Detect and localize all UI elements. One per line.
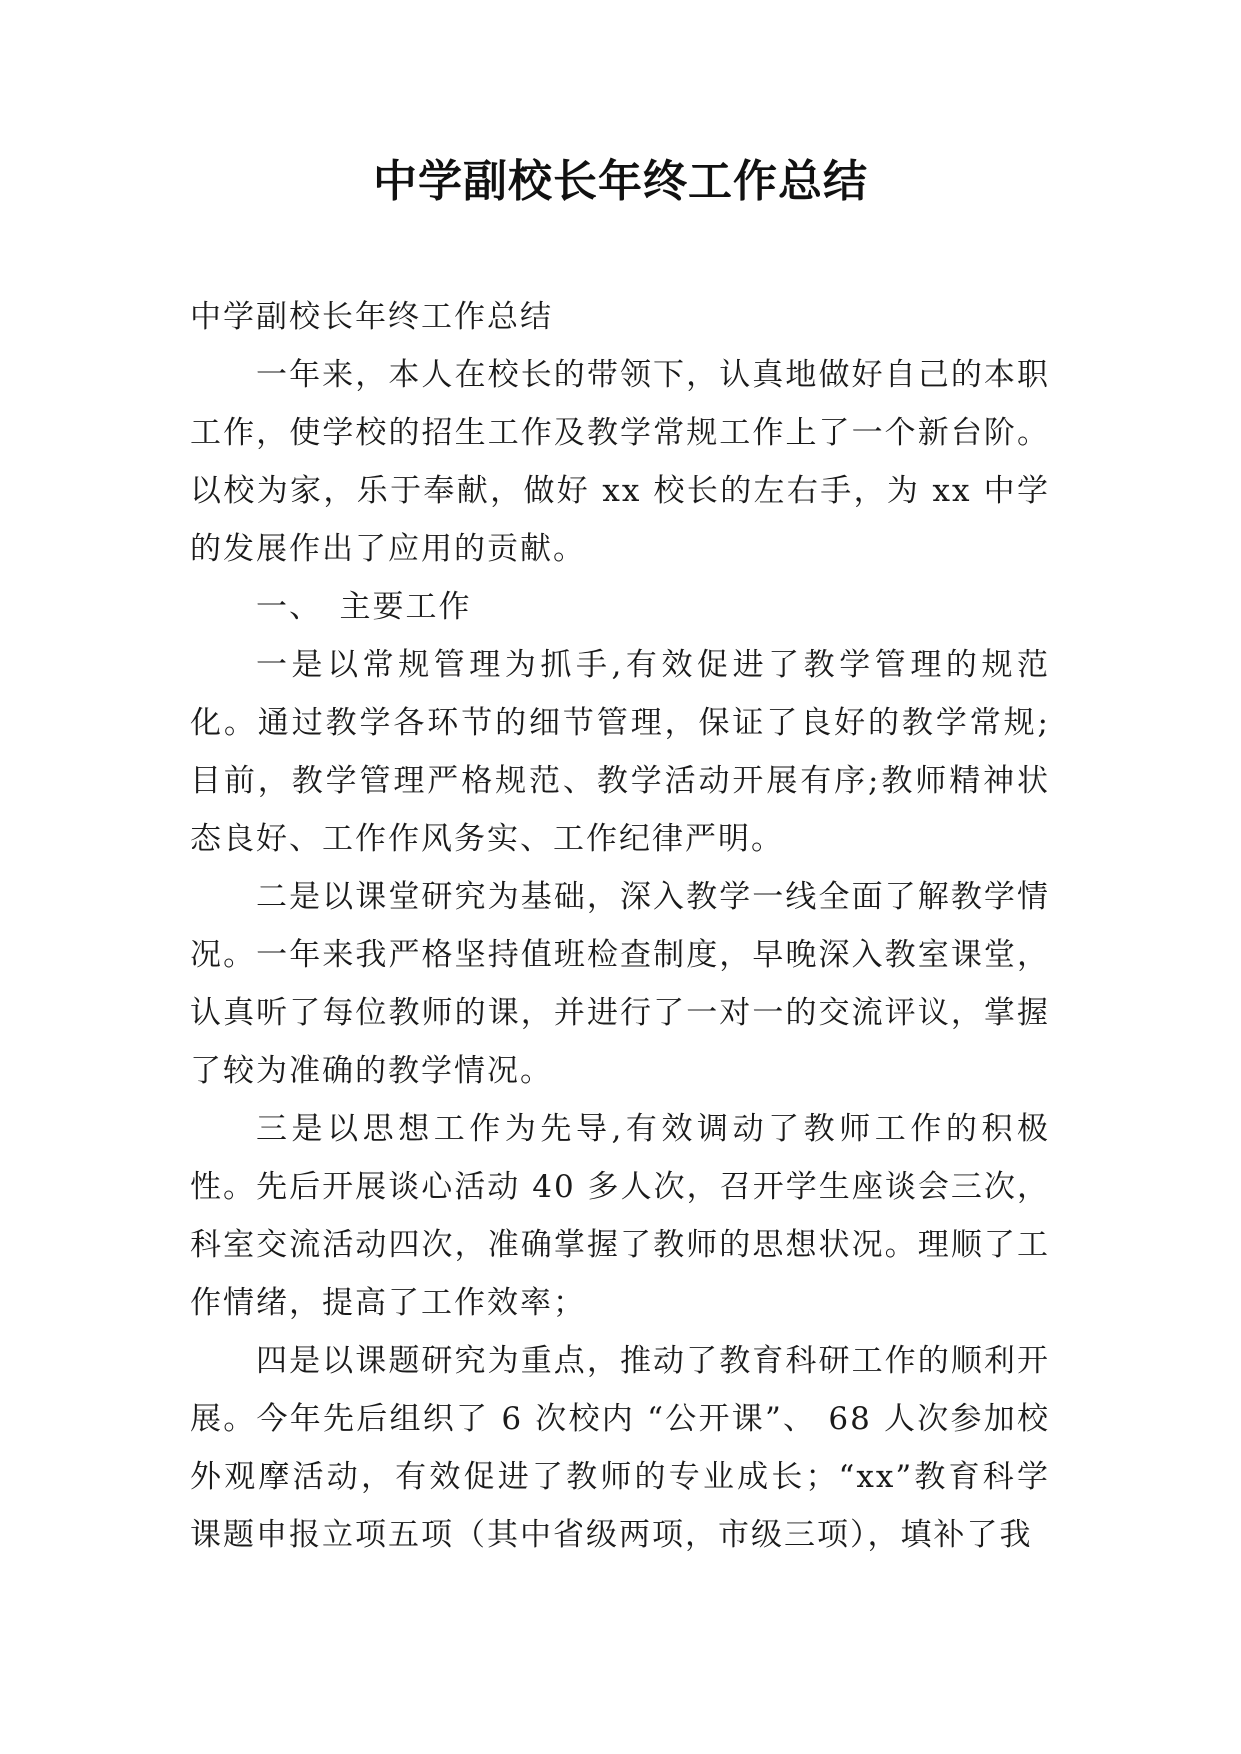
- paragraph-item-2: 二是以课堂研究为基础，深入教学一线全面了解教学情况。一年来我严格坚持值班检查制度，早晚深入教室课堂，认真听了每位教师的课，并进行了一对一的交流评议，掌握了较为准确的教学情况。: [190, 879, 1050, 1089]
- document-title: 中学副校长年终工作总结: [373, 156, 868, 207]
- paragraph-item-4: 四是以课题研究为重点，推动了教育科研工作的顺利开展。今年先后组织了 6 次校内 “公开课”、 68 人次参加校外观摩活动，有效促进了教师的专业成长；“xx”教育科学课题申报立项五项（其中省级两项，市级三项），填补了我: [190, 1343, 1050, 1553]
- paragraph-intro: 一年来，本人在校长的带领下，认真地做好自己的本职工作，使学校的招生工作及教学常规工作上了一个新台阶。以校为家，乐于奉献，做好 xx 校长的左右手，为 xx 中学的发展作出了应用的贡献。: [190, 357, 1050, 567]
- document-body: [190, 288, 1050, 1564]
- paragraph-subtitle: 中学副校长年终工作总结: [190, 299, 553, 335]
- paragraph-item-3: 三是以思想工作为先导,有效调动了教师工作的积极性。先后开展谈心活动 40 多人次，召开学生座谈会三次，科室交流活动四次，准确掌握了教师的思想状况。理顺了工作情绪，提高了工作效率；: [190, 1111, 1050, 1321]
- paragraph-item-1: 一是以常规管理为抓手,有效促进了教学管理的规范化。通过教学各环节的细节管理，保证了良好的教学常规;目前，教学管理严格规范、教学活动开展有序;教师精神状态良好、工作作风务实、工作纪律严明。: [190, 647, 1050, 857]
- section-heading-main-work: 一、 主要工作: [256, 589, 472, 625]
